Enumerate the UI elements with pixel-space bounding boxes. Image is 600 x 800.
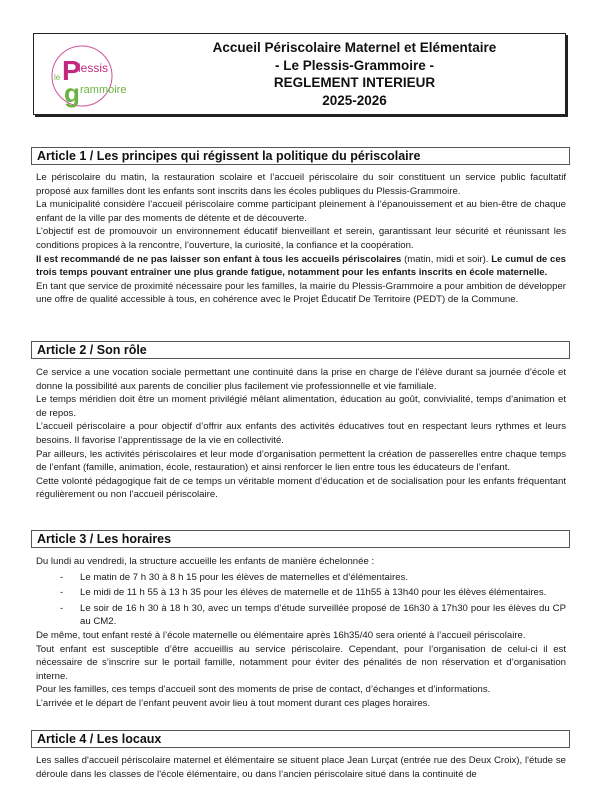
paragraph: De même, tout enfant resté à l’école maternelle ou élémentaire après 16h35/40 sera orienté à l’accueil périscolaire.: [36, 629, 526, 641]
article-1-heading: Article 1 / Les principes qui régissent la politique du périscolaire: [31, 147, 570, 165]
title-line-3: REGLEMENT INTERIEUR: [273, 75, 436, 90]
logo-p-letter: P: [62, 55, 81, 86]
paragraph: L’objectif est de promouvoir un environnement éducatif bienveillant et serein, garantissant leur sécurité et réunissant les conditions propices à la rencontre, l’ouverture, la curiosité, la confiance et la coopération.: [36, 226, 566, 251]
recommendation-bold-start: Il est recommandé de ne pas laisser son enfant à tous les accueils périscolaires: [36, 253, 402, 265]
article-4-heading: Article 4 / Les locaux: [31, 730, 570, 748]
document-header: [33, 33, 566, 115]
article-3-heading: Article 3 / Les horaires: [31, 530, 570, 548]
paragraph: Tout enfant est susceptible d’être accueillis au service périscolaire. Cependant, pour l’organisation de celui-ci il est nécessaire de s’inscrire sur le portail famille, notamment pour éviter des pénalités de non réservation et d’organisation interne.: [36, 643, 566, 682]
paragraph: La municipalité considère l’accueil périscolaire comme participant pleinement à l’épanouissement et au bien-être de chaque enfant de la ville par des moments de détente et de découverte.: [36, 199, 566, 224]
article-3-body: [36, 555, 566, 711]
bullet-dash: -: [60, 587, 64, 599]
bullet-dash: -: [60, 571, 64, 583]
logo-line2: rammoire: [80, 84, 127, 96]
paragraph: L’arrivée et le départ de l’enfant peuvent avoir lieu à tout moment durant ces plages horaires.: [36, 697, 431, 709]
article-1-body: [36, 171, 566, 307]
logo-prefix: le: [54, 73, 61, 82]
paragraph: En tant que service de proximité nécessaire pour les familles, la mairie du Plessis-Grammoire a pour ambition de développer une offre de qualité accessible à tous, en cohérence avec le Projet Éducatif De Territoire (PEDT) de la Commune.: [36, 280, 566, 306]
paragraph: Par ailleurs, les activités périscolaires et leur mode d’organisation permettent la création de passerelles entre chaque temps de l’enfant (famille, animation, école, restauration) et ainsi renforcer le lien entre tous les éducateurs de l’enfant.: [36, 448, 566, 474]
plessis-grammoire-logo: [42, 40, 142, 110]
schedule-item: [36, 571, 566, 585]
recommendation-bold-end: Le cumul de ces trois temps pouvant entraîner une plus grande fatigue, notamment pour les enfants inscrits en école maternelle.: [36, 253, 566, 279]
recommendation-paragraph: [36, 253, 566, 280]
article-4-body: [36, 754, 566, 781]
article-2-body: [36, 366, 566, 502]
intro-paragraph: Du lundi au vendredi, la structure accueille les enfants de manière échelonnée :: [36, 556, 375, 567]
bullet-dash: -: [60, 602, 64, 614]
schedule-item: [36, 586, 566, 600]
title-line-1: Accueil Périscolaire Maternel et Elémentaire: [212, 40, 497, 55]
paragraph: Ce service a une vocation sociale permettant une continuité dans la prise en charge de l’élève durant sa journée d’école et donne la possibilité aux parents de concilier plus facilement vie professionnelle et vie familiale.: [36, 367, 566, 392]
schedule-list: [36, 571, 566, 629]
paragraph: Cette volonté pédagogique fait de ce temps un véritable moment d’éducation et de socialisation pour les enfants fréquentant régulièrement ou non l’accueil périscolaire.: [36, 475, 566, 501]
paragraph: L’accueil périscolaire a pour objectif d’offrir aux enfants des activités éducatives tout en respectant leurs rythmes et leurs besoins. Il favorise l’apprentissage de la vie en collectivité.: [36, 421, 566, 446]
paragraph: Le périscolaire du matin, la restauration scolaire et l’accueil périscolaire du soir constituent un service public facultatif proposé aux familles dont les enfants sont inscrits dans les écoles publiques du Plessis-Grammoire.: [36, 172, 566, 197]
logo-line1: lessis: [78, 61, 109, 75]
paragraph: Pour les familles, ces temps d’accueil sont des moments de prise de contact, d’échanges et d’informations.: [36, 684, 491, 696]
article-2-heading: Article 2 / Son rôle: [31, 341, 570, 359]
recommendation-normal: (matin, midi et soir).: [401, 253, 492, 265]
logo-g-letter: g: [64, 78, 80, 108]
schedule-item: [36, 602, 566, 629]
paragraph: Les salles d'accueil périscolaire maternel et élémentaire se situent place Jean Lurçat (entrée rue des Deux Croix), l'étude se déroule dans les classes de l'école élémentaire, ou dans l’ancien périscolaire situé dans la continuité de: [36, 755, 566, 780]
title-line-2: - Le Plessis-Grammoire -: [274, 57, 435, 73]
schedule-item-text: Le matin de 7 h 30 à 8 h 15 pour les élèves de maternelles et d’élémentaires.: [80, 571, 408, 583]
document-title: [154, 39, 555, 109]
logo-circle: [52, 46, 112, 106]
paragraph: Le temps méridien doit être un moment privilégié mêlant alimentation, éducation au goût, convivialité, temps d’animation et de repos.: [36, 394, 566, 419]
schedule-item-text: Le soir de 16 h 30 à 18 h 30, avec un temps d’étude surveillée proposé de 16h30 à 17h30 pour les élèves du CP au CM2.: [80, 602, 566, 628]
schedule-item-text: Le midi de 11 h 55 à 13 h 35 pour les élèves de maternelle et de 11h55 à 13h40 pour les élèves élémentaires.: [80, 587, 547, 599]
title-line-4: 2025-2026: [322, 92, 387, 108]
